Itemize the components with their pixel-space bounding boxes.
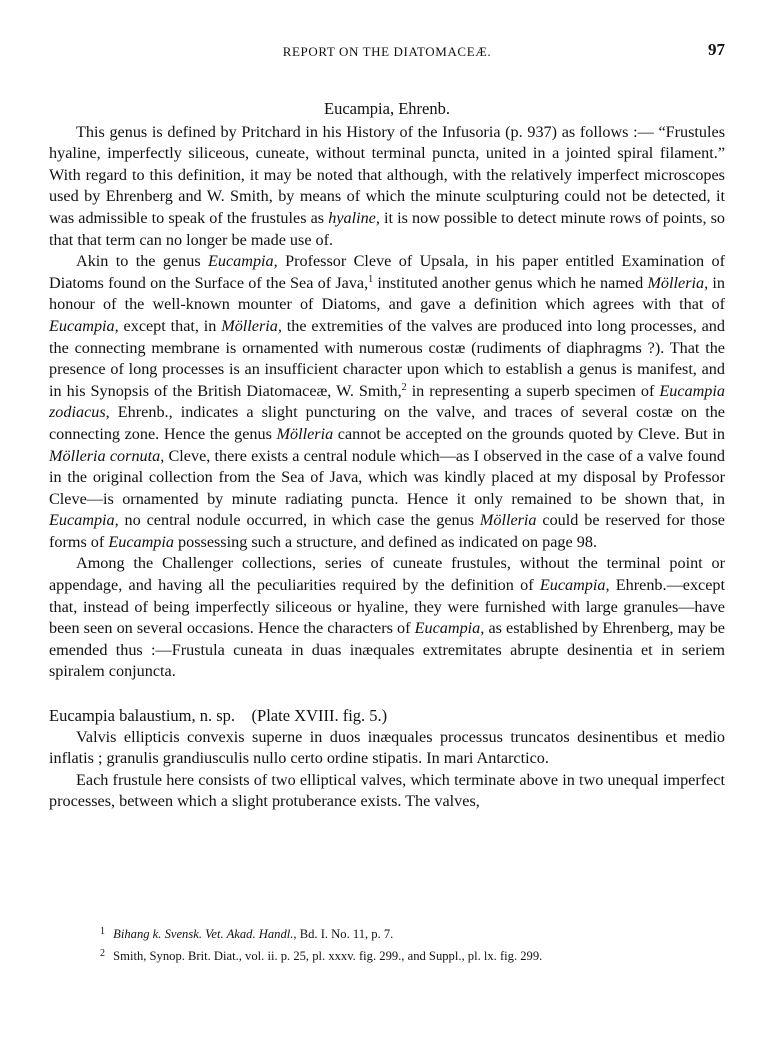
text-run: as established by Ehrenberg, may be emended thus :—Frustula cuneata in duas inæquales extremitates abrupte desinentia et in seriem spiralem conjuncta.	[49, 619, 725, 681]
text-run: Each frustule here consists of two elliptical valves, which terminate above in two unequal imperfect processes, between which a slight protuberance exists. The valves,	[49, 770, 725, 811]
species-name: Eucampia balaustium, n. sp.	[49, 706, 236, 726]
italic-text: Eucampia,	[539, 576, 610, 595]
text-run: Valvis ellipticis convexis superne in duos inæquales processus truncatos desinentibus et medio inflatis ; granulis grandiusculis nullo certo ordine stipatis. In mari Antarctico.	[49, 727, 725, 768]
italic-text: Eucampia,	[49, 316, 119, 335]
footnote-1	[100, 922, 700, 944]
section-gap	[49, 683, 725, 705]
text-run: instituted another genus which he named	[373, 273, 648, 292]
plate-reference: (Plate XVIII. fig. 5.)	[251, 706, 388, 726]
text-run: except that, in	[118, 316, 222, 335]
text-run: in honour of the well-known mounter of Diatoms, and gave a definition which agrees with that of	[49, 273, 725, 314]
text-run: in representing a superb specimen of	[406, 381, 660, 400]
paragraph-molleria	[49, 251, 725, 553]
paragraph-genus-definition	[49, 122, 725, 252]
text-run: the extremities of the valves are produced into long processes, and the connecting membrane is ornamented with numerous costæ (rudiments of diaphragms ?). That the presence of long processes is an insufficient character upon which to establish a genus is manifest, and in his Synopsis of the British Diatomaceæ, W. Smith,	[49, 316, 725, 400]
text-run: Ehrenb.—except that, instead of being imperfectly siliceous or hyaline, they were furnished with large granules—have been seen on several occasions. Hence the characters of	[49, 576, 726, 638]
text-run: Cleve, there exists a central nodule which—as I observed in the case of a valve found in the original collection from the Sea of Java, which was kindly placed at my disposal by Professor Cleve—is ornamented by minute radiating puncta. Hence it only remained to be shown that, in	[49, 446, 725, 508]
italic-text: Eucampia zodiacus,	[49, 381, 725, 422]
running-title: REPORT ON THE DIATOMACEÆ.	[282, 44, 492, 59]
italic-text: Mölleria cornuta,	[49, 446, 165, 465]
paragraph-latin-diagnosis	[49, 727, 725, 770]
footnotes	[100, 922, 700, 966]
text-run: Among the Challenger collections, series of cuneate frustules, without the terminal point or appendage, and having all the peculiarities required by the definition of	[49, 554, 725, 595]
italic-text: Eucampia,	[49, 511, 119, 530]
text-run: Akin to the genus	[76, 252, 209, 271]
italic-text: Mölleria	[276, 424, 334, 443]
italic-text: Eucampia,	[208, 252, 278, 271]
italic-text: Mölleria	[479, 511, 537, 530]
text-run: it is now possible to detect minute rows of points, so that that term can no longer be made use of.	[49, 208, 725, 249]
section-title: Eucampia, Ehrenb.	[324, 99, 450, 118]
text-run: Professor Cleve of Upsala, in his paper entitled Examination of Diatoms found on the Surface of the Sea of Java,	[49, 252, 726, 292]
paragraph-challenger	[49, 553, 725, 683]
italic-text: Eucampia,	[414, 619, 485, 638]
text-run: cannot be accepted on the grounds quoted by Cleve. But in	[333, 424, 725, 443]
italic-text: Mölleria,	[221, 316, 282, 335]
body-text	[49, 98, 725, 813]
paragraph-description	[49, 770, 725, 813]
text-run: no central nodule occurred, in which case the genus	[118, 511, 480, 530]
footnote-number: 2	[100, 948, 105, 959]
text-run: Bd. I. No. 11, p. 7.	[296, 927, 394, 941]
footnote-number: 1	[100, 926, 105, 937]
page-header	[49, 40, 725, 64]
italic-text: Eucampia	[108, 532, 174, 551]
italic-text: Bihang k. Svensk. Vet. Akad. Handl.,	[113, 927, 297, 941]
footnote-ref: 1	[368, 273, 374, 285]
text-run: Smith, Synop. Brit. Diat., vol. ii. p. 25, pl. xxxv. fig. 299., and Suppl., pl. lx. fig. 299.	[113, 949, 543, 963]
footnote-ref: 2	[401, 381, 407, 393]
footnote-text	[113, 927, 393, 941]
text-run: This genus is defined by Pritchard in his History of the Infusoria (p. 937) as follows :— “Frustules hyaline, imperfectly siliceous, cuneate, without terminal puncta, united in a jointed spiral filament.” With regard to this definition, it may be noted that although, with the relatively imperfect microscopes used by Ehrenberg and W. Smith, by means of which the minute sculpturing could not be detected, it was admissible to speak of the frustules as	[49, 122, 725, 227]
text-run: Ehrenb., indicates a slight puncturing on the valve, and traces of several costæ on the connecting zone. Hence the genus	[49, 403, 725, 443]
footnote-2	[100, 944, 700, 966]
text-run: possessing such a structure, and defined as indicated on page 98.	[173, 532, 597, 551]
italic-text: hyaline,	[328, 208, 380, 227]
species-heading	[49, 705, 725, 727]
footnote-text	[113, 949, 542, 963]
page-number: 97	[708, 40, 725, 59]
italic-text: Mölleria,	[647, 273, 709, 292]
text-run: could be reserved for those forms of	[49, 511, 725, 551]
